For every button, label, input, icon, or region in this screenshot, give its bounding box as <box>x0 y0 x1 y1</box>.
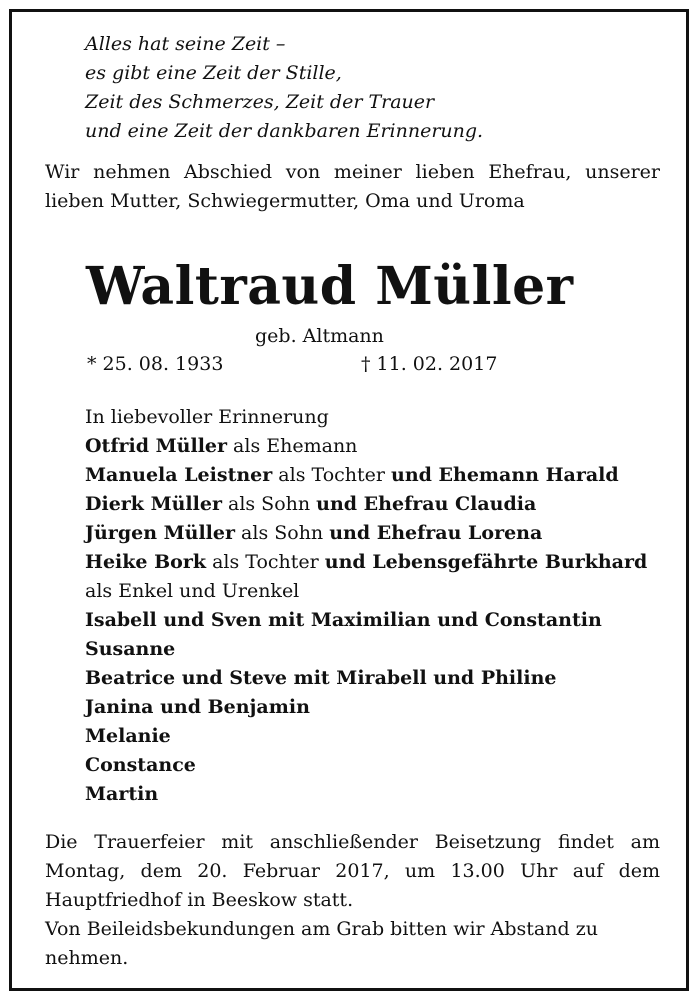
birth-name: geb. Altmann <box>255 325 384 347</box>
child-role: als Sohn <box>221 493 317 515</box>
death-date: † 11. 02. 2017 <box>361 353 498 375</box>
grandchild-line: Martin <box>85 783 159 805</box>
husband-name: Otfrid Müller <box>85 435 228 457</box>
deceased-name: Waltraud Müller <box>86 256 574 317</box>
mourners-heading: In liebevoller Erinnerung <box>85 406 329 428</box>
child-line <box>85 548 647 577</box>
child-role: als Tochter <box>206 551 325 573</box>
condolence-request: Von Beileidsbekundungen am Grab bitten wir Abstand zu nehmen. <box>45 918 598 969</box>
child-name: Heike Bork <box>85 551 207 573</box>
intro-text: Wir nehmen Abschied von meiner lieben Ehefrau, unserer lieben Mutter, Schwiegermutter, Oma und Uroma <box>45 161 660 212</box>
husband-role: als Ehemann <box>227 435 358 457</box>
child-partner: und Ehefrau Lorena <box>329 522 543 544</box>
child-partner: und Ehefrau Claudia <box>316 493 537 515</box>
child-name: Jürgen Müller <box>85 522 235 544</box>
grandchild-line: Melanie <box>85 725 171 747</box>
child-partner: und Ehemann Harald <box>391 464 619 486</box>
obituary-frame <box>9 9 689 991</box>
child-name: Dierk Müller <box>85 493 222 515</box>
poem-line: es gibt eine Zeit der Stille, <box>85 62 342 84</box>
poem-line: Alles hat seine Zeit – <box>85 33 286 55</box>
grandchild-line: Susanne <box>85 638 176 660</box>
grandchild-line: Constance <box>85 754 196 776</box>
poem-line: Zeit des Schmerzes, Zeit der Trauer <box>85 91 435 113</box>
child-line <box>85 519 647 548</box>
mourners-list <box>85 403 647 809</box>
birth-date: * 25. 08. 1933 <box>87 353 224 375</box>
husband-line <box>85 432 647 461</box>
child-role: als Sohn <box>235 522 330 544</box>
grandchild-line: Beatrice und Steve mit Mirabell und Philine <box>85 667 557 689</box>
grandchild-line: Janina und Benjamin <box>85 696 310 718</box>
child-line <box>85 490 647 519</box>
child-partner: und Lebensgefährte Burkhard <box>324 551 648 573</box>
funeral-details: Die Trauerfeier mit anschließender Beisetzung findet am Montag, dem 20. Februar 2017, um 13.00 Uhr auf dem Hauptfriedhof in Beeskow statt. <box>45 831 660 911</box>
closing-notice <box>45 828 660 973</box>
grandchild-line: Isabell und Sven mit Maximilian und Constantin <box>85 609 602 631</box>
child-name: Manuela Leistner <box>85 464 273 486</box>
child-role: als Tochter <box>272 464 392 486</box>
child-line <box>85 461 647 490</box>
poem-verse <box>85 30 483 146</box>
poem-line: und eine Zeit der dankbaren Erinnerung. <box>85 120 484 142</box>
grandchildren-heading: als Enkel und Urenkel <box>85 580 300 602</box>
